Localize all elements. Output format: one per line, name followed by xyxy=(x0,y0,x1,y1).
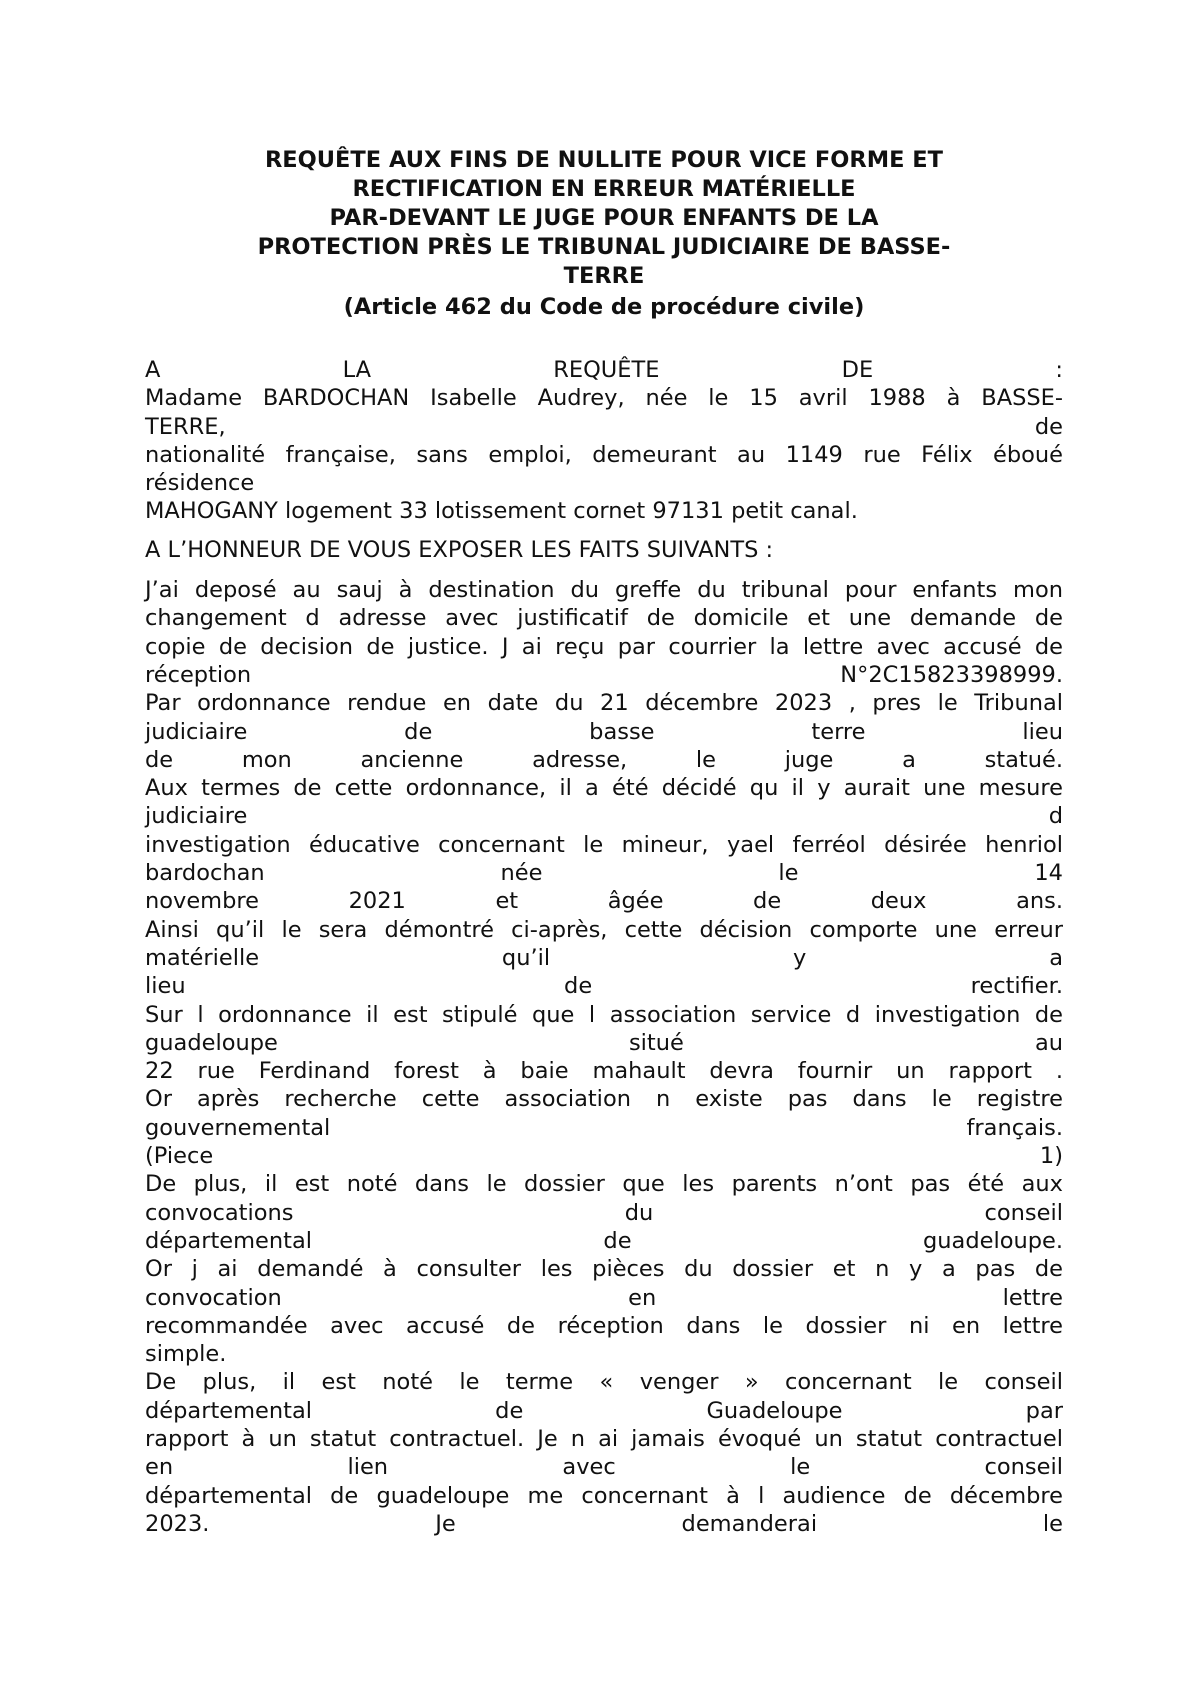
facts-line: Ainsi qu’il le sera démontré ci-après, cette décision comporte une erreur xyxy=(145,916,1063,943)
facts-line: De plus, il est noté dans le dossier que les parents n’ont pas été aux xyxy=(145,1171,1063,1198)
facts-line: matérielle qu’il y a xyxy=(145,944,1063,971)
facts-line: bardochan née le 14 xyxy=(145,860,1063,887)
facts-line: (Piece 1) xyxy=(145,1143,1063,1170)
requester-line: nationalité française, sans emploi, demeurant au 1149 rue Félix éboué xyxy=(145,441,1063,468)
requester-line: A LA REQUÊTE DE : xyxy=(145,357,1063,383)
facts-line: rapport à un statut contractuel. Je n ai jamais évoqué un statut contractuel xyxy=(145,1425,1063,1452)
facts-line: guadeloupe situé au xyxy=(145,1029,1063,1056)
document-body xyxy=(145,356,1063,1538)
facts-line: judiciaire de basse terre lieu xyxy=(145,718,1063,745)
facts-line: Or j ai demandé à consulter les pièces du dossier et n y a pas de xyxy=(145,1256,1063,1283)
facts-line: gouvernemental français. xyxy=(145,1114,1063,1141)
facts-line: en lien avec le conseil xyxy=(145,1454,1063,1481)
title-line: TERRE xyxy=(563,263,645,289)
facts-line: 2023. Je demanderai le xyxy=(145,1510,1063,1537)
document-title xyxy=(145,146,1063,322)
facts-heading: A L’HONNEUR DE VOUS EXPOSER LES FAITS SUIVANTS : xyxy=(145,536,774,563)
requester-line: résidence xyxy=(145,470,255,497)
title-subtitle: (Article 462 du Code de procédure civile) xyxy=(343,294,865,320)
facts-line: J’ai deposé au sauj à destination du greffe du tribunal pour enfants mon xyxy=(145,577,1063,604)
title-line: REQUÊTE AUX FINS DE NULLITE POUR VICE FORME ET xyxy=(264,147,944,173)
facts-line: recommandée avec accusé de réception dans le dossier ni en lettre xyxy=(145,1312,1063,1339)
facts-line: Sur l ordonnance il est stipulé que l association service d investigation de xyxy=(145,1001,1063,1028)
title-line: PAR-DEVANT LE JUGE POUR ENFANTS DE LA xyxy=(329,205,879,231)
facts-line: investigation éducative concernant le mineur, yael ferréol désirée henriol xyxy=(145,831,1063,858)
requester-line: TERRE, de xyxy=(145,413,1063,440)
facts-line: simple. xyxy=(145,1341,227,1368)
title-line: RECTIFICATION EN ERREUR MATÉRIELLE xyxy=(352,176,856,202)
facts-line: départemental de guadeloupe me concernant à l audience de décembre xyxy=(145,1482,1063,1509)
facts-line: lieu de rectifier. xyxy=(145,973,1063,1000)
facts-line: judiciaire d xyxy=(145,803,1063,830)
facts-line: Aux termes de cette ordonnance, il a été décidé qu il y aurait une mesure xyxy=(145,775,1063,802)
facts-line: Par ordonnance rendue en date du 21 décembre 2023 , pres le Tribunal xyxy=(145,690,1063,717)
facts-line: réception N°2C15823398999. xyxy=(145,661,1063,688)
requester-line: MAHOGANY logement 33 lotissement cornet 97131 petit canal. xyxy=(145,498,858,525)
facts-line: novembre 2021 et âgée de deux ans. xyxy=(145,888,1063,915)
requester-line: Madame BARDOCHAN Isabelle Audrey, née le 15 avril 1988 à BASSE- xyxy=(145,385,1063,412)
facts-line: De plus, il est noté le terme « venger » concernant le conseil xyxy=(145,1369,1063,1396)
facts-line: 22 rue Ferdinand forest à baie mahault devra fournir un rapport . xyxy=(145,1058,1063,1085)
facts-line: départemental de guadeloupe. xyxy=(145,1227,1063,1254)
facts-line: changement d adresse avec justificatif de domicile et une demande de xyxy=(145,605,1063,632)
facts-line: convocations du conseil xyxy=(145,1199,1063,1226)
facts-line: départemental de Guadeloupe par xyxy=(145,1397,1063,1424)
facts-line: Or après recherche cette association n existe pas dans le registre xyxy=(145,1086,1063,1113)
facts-line: convocation en lettre xyxy=(145,1284,1063,1311)
facts-line: copie de decision de justice. J ai reçu par courrier la lettre avec accusé de xyxy=(145,633,1063,660)
title-line: PROTECTION PRÈS LE TRIBUNAL JUDICIAIRE DE BASSE- xyxy=(257,234,951,260)
facts-line: de mon ancienne adresse, le juge a statué. xyxy=(145,746,1063,773)
